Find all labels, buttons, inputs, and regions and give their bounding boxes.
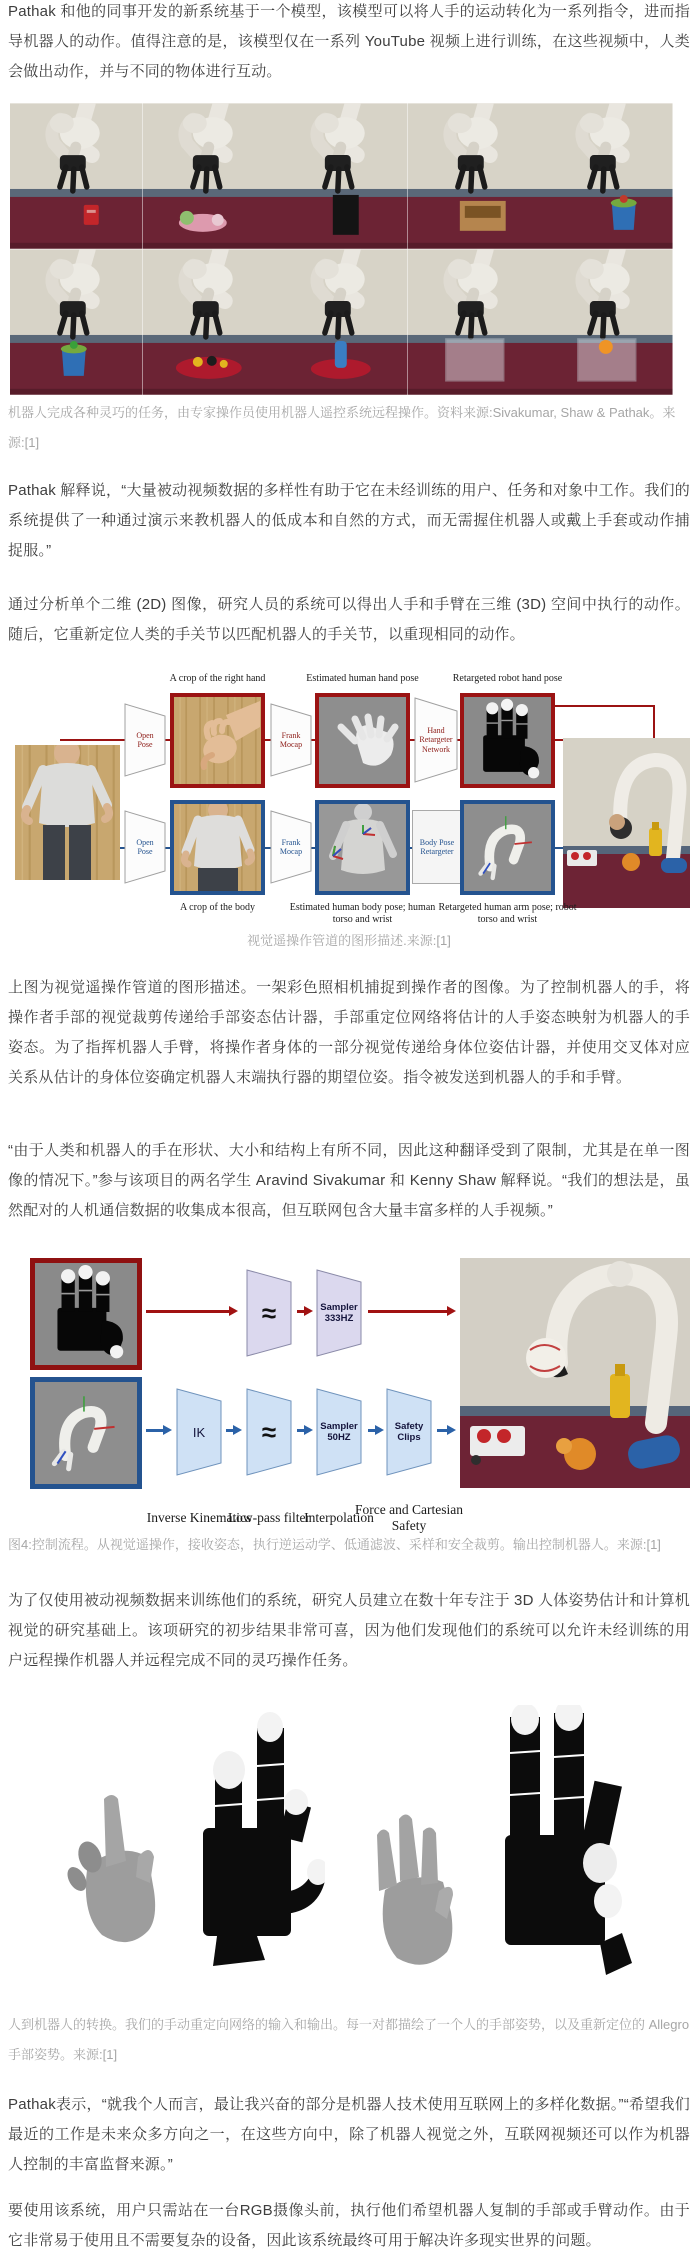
paragraph-training-results: 为了仅使用被动视频数据来训练他们的系统，研究人员建立在数十年专注于 3D 人体姿势估计和计算机视觉的研究基础上。该项研究的初步结果非常可喜，因为他们发现他们的系统可以允许未经训练的用户远程操作机器人并远程完成不同的灵巧操作任务。 — [8, 1592, 690, 1669]
robot-task-photo-cardboard-box — [408, 103, 541, 249]
pipeline-red-elbow-horizontal — [553, 705, 655, 707]
paragraph-system-usage: 要使用该系统，用户只需站在一台RGB摄像头前，执行他们希望机器人复制的手部或手臂动作。由于它非常易于使用且不需要复杂的设备，因此该系统最终可用于解决许多现实世界的问题。 — [8, 2202, 690, 2249]
pipeline-body-pose-retargeter: Body Pose Retargeter — [412, 810, 462, 884]
pipeline-image-retargeted-arm — [460, 800, 555, 895]
controlflow-robot-photo — [460, 1258, 690, 1488]
pipeline-image-estimated-body — [315, 800, 410, 895]
controlflow-safety-clips: Safety Clips — [386, 1388, 432, 1476]
flow-arrow — [297, 1425, 313, 1436]
robot-task-photo-red-cube — [10, 103, 143, 249]
paragraph-intro: Pathak 和他的同事开发的新系统基于一个模型，该模型可以将人手的运动转化为一系列指令，进而指导机器人的动作。值得注意的是，该模型仅在一系列 YouTube 视频上进行训练，在这些视频中，人类会做出动作，并与不同的物体进行互动。 — [8, 3, 690, 80]
pipeline-image-retargeted-robot-hand — [460, 693, 555, 788]
pipeline-frankmocap-top: Frank Mocap — [270, 703, 312, 777]
pipeline-label-retargeted-arm-pose: Retargeted human arm pose; robot torso and wrist — [438, 902, 577, 925]
flow-arrow — [146, 1425, 172, 1436]
flow-arrow — [146, 1306, 238, 1317]
controlflow-sampler-50hz: Sampler 50HZ — [316, 1388, 362, 1476]
flow-arrow — [226, 1425, 242, 1436]
robot-task-photo-red-plate-objects — [143, 249, 276, 395]
pipeline-openpose-top: Open Pose — [124, 703, 166, 777]
controlflow-sampler-333hz: Sampler 333HZ — [316, 1269, 362, 1357]
robot-task-photo-plush-toys — [143, 103, 276, 249]
pipeline-label-estimated-hand-pose: Estimated human hand pose — [306, 673, 419, 684]
pipeline-hand-retargeter: Hand Retargeter Network — [414, 697, 458, 783]
pipeline-openpose-bottom: Open Pose — [124, 810, 166, 884]
pipeline-label-crop-right-hand: A crop of the right hand — [169, 673, 266, 684]
figure-hand-retargeting-caption: 人到机器人的转换。我们的手动重定向网络的输入和输出。每一对都描绘了一个人的手部姿势，以及重新定位的 Allegro 手部姿势。来源:[1] — [8, 2017, 690, 2062]
human-hand-pose-right — [355, 1805, 460, 1980]
flow-arrow — [368, 1306, 456, 1317]
pipeline-operator-photo — [15, 745, 120, 880]
robot-task-photo-blue-bucket — [540, 103, 673, 249]
pipeline-label-retargeted-hand-pose: Retargeted robot hand pose — [452, 673, 563, 684]
controlflow-lowpass-bottom: ≈ — [246, 1388, 292, 1476]
controlflow-ik: IK — [176, 1388, 222, 1476]
figure-teleop-pipeline-caption: 视觉遥操作管道的图形描述.来源:[1] — [247, 933, 451, 948]
pipeline-frankmocap-bottom: Frank Mocap — [270, 810, 312, 884]
controlflow-lowpass-top: ≈ — [246, 1269, 292, 1357]
controlflow-robot-hand-image — [30, 1258, 142, 1370]
human-hand-pose-left — [60, 1785, 160, 1960]
paragraph-pipeline-description: 上图为视觉遥操作管道的图形描述。一架彩色照相机捕捉到操作者的图像。为了控制机器人的手，将操作者手部的视觉裁剪传递给手部姿态估计器，手部重定位网络将估计的人手姿态映射为机器人的手姿态。为了指挥机器人手臂，将操作者身体的一部分视觉传递给身体位姿估计器，并使用交叉体对应关系从估计的身体位姿确定机器人末端执行器的期望位姿。指令被发送到机器人的手和手臂。 — [8, 979, 690, 1086]
flow-arrow — [437, 1425, 456, 1436]
pipeline-image-body-crop — [170, 800, 265, 895]
robot-task-photo-bucket-lid — [10, 249, 143, 395]
pipeline-label-crop-body: A crop of the body — [180, 902, 255, 913]
pipeline-image-estimated-hand — [315, 693, 410, 788]
pipeline-image-hand-crop — [170, 693, 265, 788]
pipeline-label-estimated-body-pose: Estimated human body pose; human torso and wrist — [289, 902, 436, 925]
paragraph-pathak-internet-data: Pathak表示，“就我个人而言，最让我兴奋的部分是机器人技术使用互联网上的多样化数据。”“希望我们最近的工作是未来众多方向之一，在这些方向中，除了机器人视觉之外，互联网视频还可以作为机器人控制的丰富监督来源。” — [8, 2096, 690, 2173]
controlflow-label-force-cartesian-safety: Force and Cartesian Safety — [355, 1502, 463, 1533]
paragraph-pathak-quote: Pathak 解释说，“大量被动视频数据的多样性有助于它在未经训练的用户、任务和对象中工作。我们的系统提供了一种通过演示来教机器人的低成本和自然的方式，而无需握住机器人或戴上手套或动作捕捉服。” — [8, 482, 690, 559]
figure-hand-retargeting — [0, 1700, 697, 2000]
allegro-hand-pose-left — [165, 1710, 325, 1970]
figure-control-flow-caption: 图4:控制流程。从视觉遥操作，接收姿态，执行逆运动学、低通滤波、采样和安全裁剪。输出控制机器人。来源:[1] — [8, 1537, 661, 1552]
pipeline-red-elbow-vertical — [653, 705, 655, 741]
paragraph-2d-analysis: 通过分析单个二维 (2D) 图像，研究人员的系统可以得出人手和手臂在三维 (3D) 空间中执行的动作。随后，它重新定位人类的手关节以匹配机器人的手关节，以重现相同的动作。 — [8, 596, 690, 643]
paragraph-students-quote: “由于人类和机器人的手在形状、大小和结构上有所不同，因此这种翻译受到了限制，尤其是在单一图像的情况下。”参与该项目的两名学生 Aravind Sivakumar 和 Kenny Shaw 解释说。“我们的想法是，虽然配对的人机通信数据的收集成本很高，但互联网包含大量丰富多样的人手视频。” — [8, 1142, 690, 1219]
allegro-hand-pose-right — [450, 1705, 635, 1980]
flow-arrow — [368, 1425, 384, 1436]
controlflow-label-lowpass-filter: Low-pass filter — [227, 1510, 311, 1525]
controlflow-label-inverse-kinematics: Inverse Kinematics — [146, 1510, 252, 1525]
figure-robot-tasks-caption: 机器人完成各种灵巧的任务，由专家操作员使用机器人遥控系统远程操作。资料来源:Sivakumar, Shaw & Pathak。来源:[1] — [8, 405, 676, 450]
controlflow-label-interpolation: Interpolation — [304, 1510, 374, 1525]
robot-task-photo-black-box — [275, 103, 408, 249]
robot-task-photo-clear-box-orange — [540, 249, 673, 395]
figure-control-flow — [0, 1255, 697, 1535]
robot-task-photo-clear-box — [408, 249, 541, 395]
flow-arrow — [297, 1306, 313, 1317]
controlflow-robot-arm-image — [30, 1377, 142, 1489]
robot-task-photo-plate-bottle — [275, 249, 408, 395]
figure-robot-tasks-grid — [10, 103, 673, 395]
figure-teleop-pipeline — [0, 665, 697, 935]
pipeline-robot-photo — [563, 738, 690, 908]
